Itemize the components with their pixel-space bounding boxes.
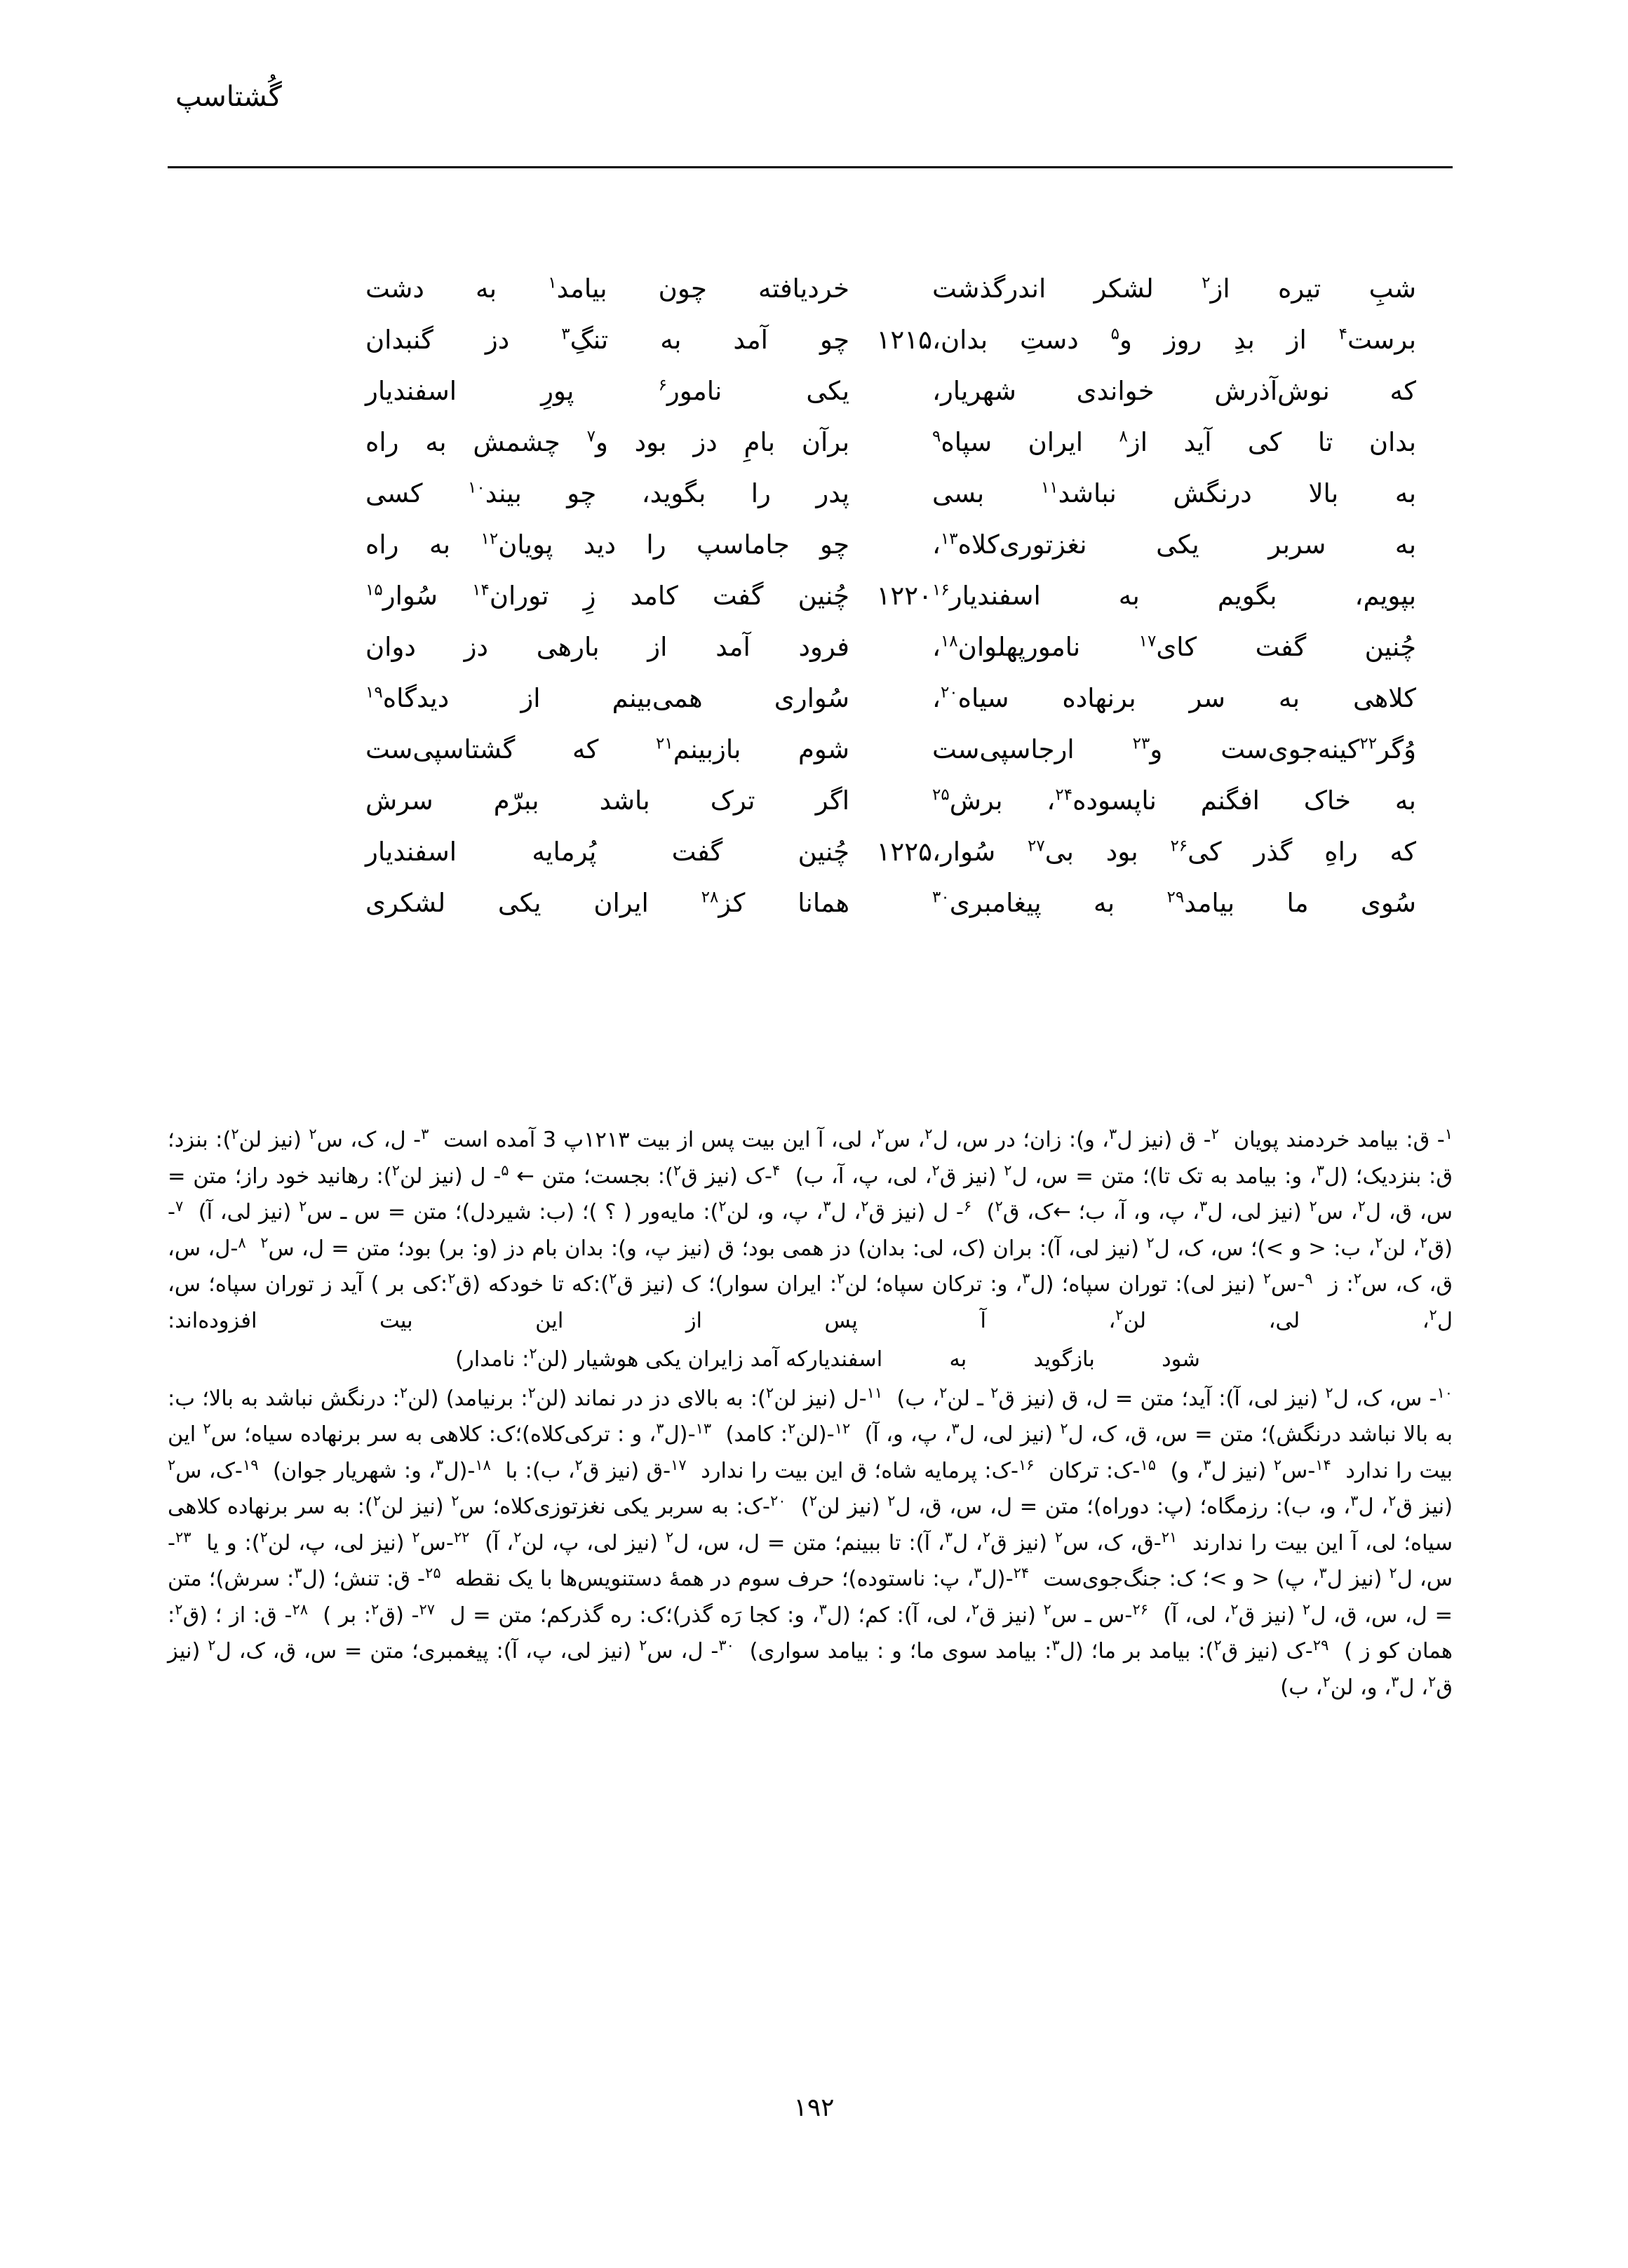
apparatus-paragraph-1: $^۱$- ق: بیامد خردمند پویان $^۲$- ق (نیز ل$^۳$، و): زان؛ در س، ل$^۲$، س$^۲$، لی، آ این بیت پس از بیت ۱۲۱۳پ 3 آمده است $^۳$- ل، ک، س$^۲$ (نیز لن$^۲$): بنزد؛ ق: بنزدیک؛ (ل$^۳$، و: بیامد به تک تا)؛ متن = س، ل$^۲$ (نیز ق$^۲$، لی، پ، آ، ب) $^۴$-ک (نیز ق$^۲$): بجست؛ متن ← $^۵$- ل (نیز لن$^۲$): رهانید خود راز؛ متن = س، ق، ل$^۲$، س$^۲$ (نیز لی، ل$^۳$، پ، و، آ، ب؛ ←ک، ق$^۲$) $^۶$- ل (نیز ق$^۲$، ل$^۳$، پ، و، لن$^۲$): مایه‌ور ( ؟ )؛ (ب: شیردل)؛ متن = س ـ س$^۲$ (نیز لی، آ) $^۷$-(ق$^۲$، لن$^۲$، ب: < و >)؛ س، ک، ل$^۲$ (نیز لی، آ): بران (ک، لی: بدان) دز همی بود؛ ق (نیز پ، و): بدان بام دز (و: بر) بود؛ متن = ل، س$^۲$ $^۸$-ل، س، ق، ک، س$^۲$: ز $^۹$-س$^۲$ (نیز لی): توران سپاه؛ (ل$^۳$، و: ترکان سپاه؛ لن$^۲$: ایران سوار)؛ ک (نیز ق$^۲$):که تا خودکه (ق$^۲$:کی بر ) آید ز توران سپاه؛ س، ل$^۲$، لی، لن$^۲$، آ پس از این بیت افزوده‌اند: [168,1125,1453,1333]
hemistich-b: شبِ تیره از$^۲$ لشکر اندرگذشت [932,274,1416,304]
hemistich-b: وُگر$^{۲۲}$کینه‌جوی‌ست و$^{۲۳}$ ارجاسپی‌ست [932,734,1416,764]
inset-verse-hemistich-a: شود بازگوید به اسفندیار [807,1347,1200,1372]
hemistich-b: کلاهی به سر برنهاده سیاه$^{۲۰}$، [932,683,1416,713]
couplet [168,478,1453,529]
couplet [168,734,1453,785]
hemistich-a: برآن بامِ دز بود و$^۷$ چشمش به راه [365,427,849,457]
couplet [168,581,1453,632]
couplet [168,683,1453,734]
hemistich-b: سُوی ما بیامد$^{۲۹}$ به پیغامبری$^{۳۰}$ [932,888,1416,918]
hemistich-a: فرود آمد از بارهی دز دوان [365,632,849,662]
hemistich-b: که نوش‌آذرش خواندی شهریار، [932,376,1416,406]
apparatus-paragraph-2: $^{۱۰}$- س، ک، ل$^۲$ (نیز لی، آ): آید؛ متن = ل، ق (نیز ق$^۲$ ـ لن$^۲$، ب) $^{۱۱}$-ل (نیز لن$^۲$): به بالای دز در نماند (لن$^۲$: برنیامد) (لن$^۲$: درنگش نباشد به بالا؛ ب: به بالا نباشد درنگش)؛ متن = س، ق، ک، ل$^۲$ (نیز لی، ل$^۳$، پ، و، آ) $^{۱۲}$-(لن$^۲$: کامد) $^{۱۳}$-(ل$^۳$، و : ترکی‌کلاه)؛ک: کلاهی به سر برنهاده سیاه؛ س$^۲$ این بیت را ندارد $^{۱۴}$-س$^۲$ (نیز ل$^۳$، و) $^{۱۵}$-ک: ترکان $^{۱۶}$-ک: پرمایه شاه؛ ق این بیت را ندارد $^{۱۷}$-ق (نیز ق$^۲$، ب): با $^{۱۸}$-(ل$^۳$، و: شهریار جوان) $^{۱۹}$-ک، س$^۲$ (نیز ق$^۲$، ل$^۳$، و، ب): رزمگاه؛ (پ: دوراه)؛ متن = ل، س، ق، ل$^۲$ (نیز لن$^۲$) $^{۲۰}$-ک: به سربر یکی نغزتوزی‌کلاه؛ س$^۲$ (نیز لن$^۲$): به سر برنهاده کلاهی سیاه؛ لی، آ این بیت را ندارند $^{۲۱}$-ق، ک، س$^۲$ (نیز ق$^۲$، ل$^۳$، آ): تا ببینم؛ متن = ل، س، ل$^۲$ (نیز لی، پ، لن$^۲$، آ) $^{۲۲}$-س$^۲$ (نیز لی، پ، لن$^۲$): و یا $^{۲۳}$-س، ل$^۲$ (نیز ل$^۳$، پ) < و >؛ ک: جنگ‌جوی‌ست $^{۲۴}$-(ل$^۳$، پ: ناستوده)؛ حرف سوم در همهٔ دستنویس‌ها با یک نقطه $^{۲۵}$- ق: تنش؛ (ل$^۳$: سرش)؛ متن = ل، س، ق، ل$^۲$ (نیز ق$^۲$، لی، آ) $^{۲۶}$-س ـ س$^۲$ (نیز ق$^۲$، لی، آ): کم؛ (ل$^۳$، و: کجا رَه گذر)؛ک: ره گذرکم؛ متن = ل $^{۲۷}$- (ق$^۲$: بر ) $^{۲۸}$- ق: از ؛ (ق$^۲$: همان کو ز ) $^{۲۹}$-ک (نیز ق$^۲$): بیامد بر ما؛ (ل$^۳$: بیامد سوی ما؛ و : بیامد سواری) $^{۳۰}$- ل، س$^۲$ (نیز لی، پ، آ): پیغمبری؛ متن = س، ق، ک، ل$^۲$ (نیز ق$^۲$، ل$^۳$، و، لن$^۲$، ب) [168,1384,1453,1700]
hemistich-a: چو جاماسپ را دید پویان$^{۱۲}$ به راه [365,529,849,560]
hemistich-b: برست$^۴$ از بدِ روز و$^۵$ دستِ بدان، [932,325,1416,355]
couplet [168,632,1453,683]
hemistich-a: پدر را بگوید، چو بیند$^{۱۰}$ کسی [365,478,849,508]
couplet [168,888,1453,939]
couplet [168,529,1453,581]
hemistich-a: شوم بازبینم$^{۲۱}$ که گشتاسپی‌ست [365,734,850,764]
header-rule [168,166,1453,168]
couplet [168,376,1453,427]
couplet [168,837,1453,888]
hemistich-b: به بالا درنگش نباشد$^{۱۱}$ بسی [932,478,1416,508]
inset-verse-hemistich-b: که آمد زایران یکی هوشیار (لن$^۲$: نامدار) [455,1344,807,1372]
couplet [168,785,1453,837]
running-head [175,83,1453,111]
hemistich-b: که راهِ گذر کی$^{۲۶}$ بود بی$^{۲۷}$ سُوار، [932,837,1416,867]
hemistich-a: اگر ترک باشد ببرّم سرش [365,785,849,816]
couplet [168,274,1453,325]
hemistich-b: بدان تا کی آید از$^۸$ ایران سپاه$^۹$ [932,427,1417,457]
couplet [168,325,1453,376]
hemistich-a: چُنین گفت پُرمایه اسفندیار [365,837,849,867]
inset-verse-spacer [1200,1342,1453,1378]
hemistich-b: به خاک افگنم ناپسوده$^{۲۴}$، برش$^{۲۵}$ [932,785,1416,816]
hemistich-a: خردیافته چون بیامد$^۱$ به دشت [365,274,850,304]
hemistich-a: یکی نامور$^۶$ پورِ اسفندیار [365,376,849,406]
folio-number: ۱۹۲ [793,2093,835,2122]
hemistich-a: همانا کز$^{۲۸}$ ایران یکی لشکری [365,888,849,918]
hemistich-b: بپویم، بگویم به اسفندیار$^{۱۶}$ [932,581,1416,611]
hemistich-b: چُنین گفت کای$^{۱۷}$ نامورپهلوان$^{۱۸}$، [932,632,1416,662]
chapter-title: گُشتاسپ [175,81,282,113]
verse-block [168,274,1453,939]
apparatus-inset-verse [168,1342,1453,1378]
hemistich-a: سُواری همی‌بینم از دیدگاه$^{۱۹}$ [365,683,849,713]
hemistich-b: به سربر یکی نغزتوری‌کلاه$^{۱۳}$، [932,529,1416,560]
hemistich-a: چُنین گفت کامد زِ توران$^{۱۴}$ سُوار$^{۱۵}$ [365,581,849,611]
couplet [168,427,1453,478]
bayt-number: ۱۲۲۰ [876,581,932,611]
hemistich-a: چو آمد به تنگِ$^۳$ دز گنبدان [365,325,849,355]
bayt-number: ۱۲۱۵ [876,325,932,355]
critical-apparatus [168,1122,1453,1706]
bayt-number: ۱۲۲۵ [876,837,932,867]
